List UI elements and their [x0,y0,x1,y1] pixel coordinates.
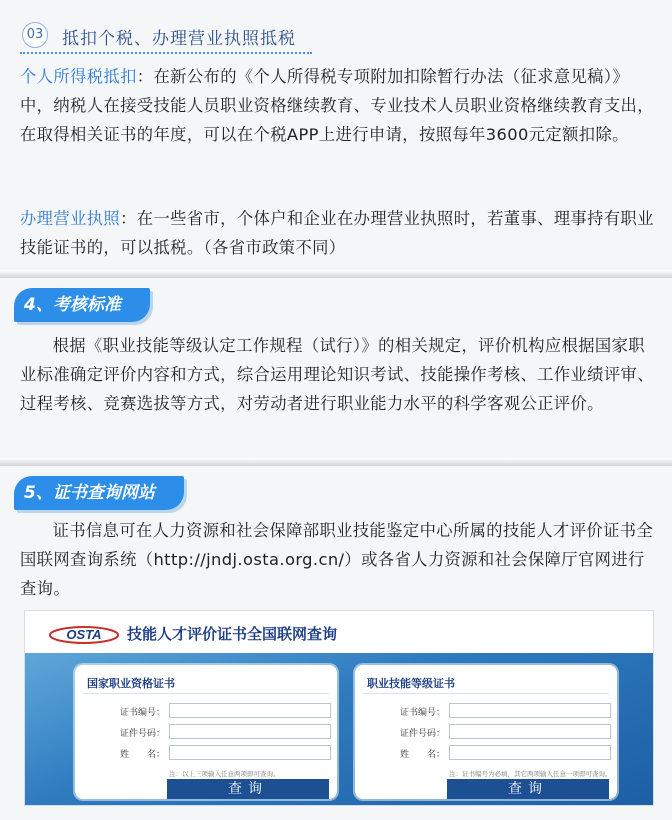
id-number-label: 证件号码： [119,729,165,739]
tax-deduction-highlight: 个人所得税抵扣 [20,67,137,86]
query-note: 注：证书编号为必填，其它两项输入任意一项即可查询。 [449,770,612,778]
tax-deduction-paragraph [20,62,660,149]
card-divider [363,693,609,694]
section-number-badge: 03 [22,22,48,48]
cert-number-label: 证书编号： [119,708,165,718]
section-3-panel [0,0,672,270]
certificate-query-paragraph: 证书信息可在人力资源和社会保障部职业技能鉴定中心所属的技能人才评价证书全国联网查询系统（http://jndj.osta.org.cn/）或各省人力资源和社会保障厅官网进行查询。 [20,521,654,598]
name-input[interactable] [449,745,611,760]
id-number-input[interactable] [449,724,611,739]
query-note: 注：以上三项输入任意两项即可查询。 [169,770,280,778]
card-title: 职业技能等级证书 [367,677,455,690]
section-4-tag: 4、考核标准 [14,288,150,322]
skill-level-card [355,665,617,799]
business-license-text: ：在一些省市，个体户和企业在办理营业执照时，若董事、理事持有职业技能证书的，可以抵税。（各省市政策不同） [20,209,654,257]
vocational-qualification-card [75,665,337,799]
section-divider [0,270,672,278]
business-license-highlight: 办理营业执照 [20,209,121,228]
screenshot-header [25,611,653,653]
query-site-screenshot [24,610,654,806]
cert-number-input[interactable] [169,703,331,718]
card-title: 国家职业资格证书 [87,677,175,690]
query-button[interactable]: 查询 [167,779,329,799]
cert-number-input[interactable] [449,703,611,718]
tax-deduction-text: ：在新公布的《个人所得税专项附加扣除暂行办法（征求意见稿）》中，纳税人在接受技能人员职业资格继续教育、专业技术人员职业资格继续教育支出，在取得相关证书的年度，可以在个税APP上进行申请，按照每年3600元定额扣除。 [20,67,654,144]
section-5-tag: 5、证书查询网站 [14,476,184,510]
card-divider [83,693,329,694]
cert-number-label: 证书编号： [399,708,445,718]
section-3-title: 抵扣个税、办理营业执照抵税 [62,29,296,49]
title-underline [20,52,312,54]
svg-text:OSTA: OSTA [66,627,102,642]
screenshot-site-title: 技能人才评价证书全国联网查询 [127,625,338,643]
osta-logo [47,623,121,645]
assessment-standard-paragraph: 根据《职业技能等级认定工作规程（试行）》的相关规定，评价机构应根据国家职业标准确定评价内容和方式，综合运用理论知识考试、技能操作考核、工作业绩评审、过程考核、竞赛选拔等方式，对劳动者进行职业能力水平的科学客观公正评价。 [20,336,654,413]
query-button[interactable]: 查询 [447,779,609,799]
name-input[interactable] [169,745,331,760]
id-number-label: 证件号码： [399,729,445,739]
name-label: 姓 名： [119,750,165,760]
section-divider [0,458,672,466]
name-label: 姓 名： [399,750,445,760]
id-number-input[interactable] [169,724,331,739]
business-license-paragraph [20,204,660,262]
